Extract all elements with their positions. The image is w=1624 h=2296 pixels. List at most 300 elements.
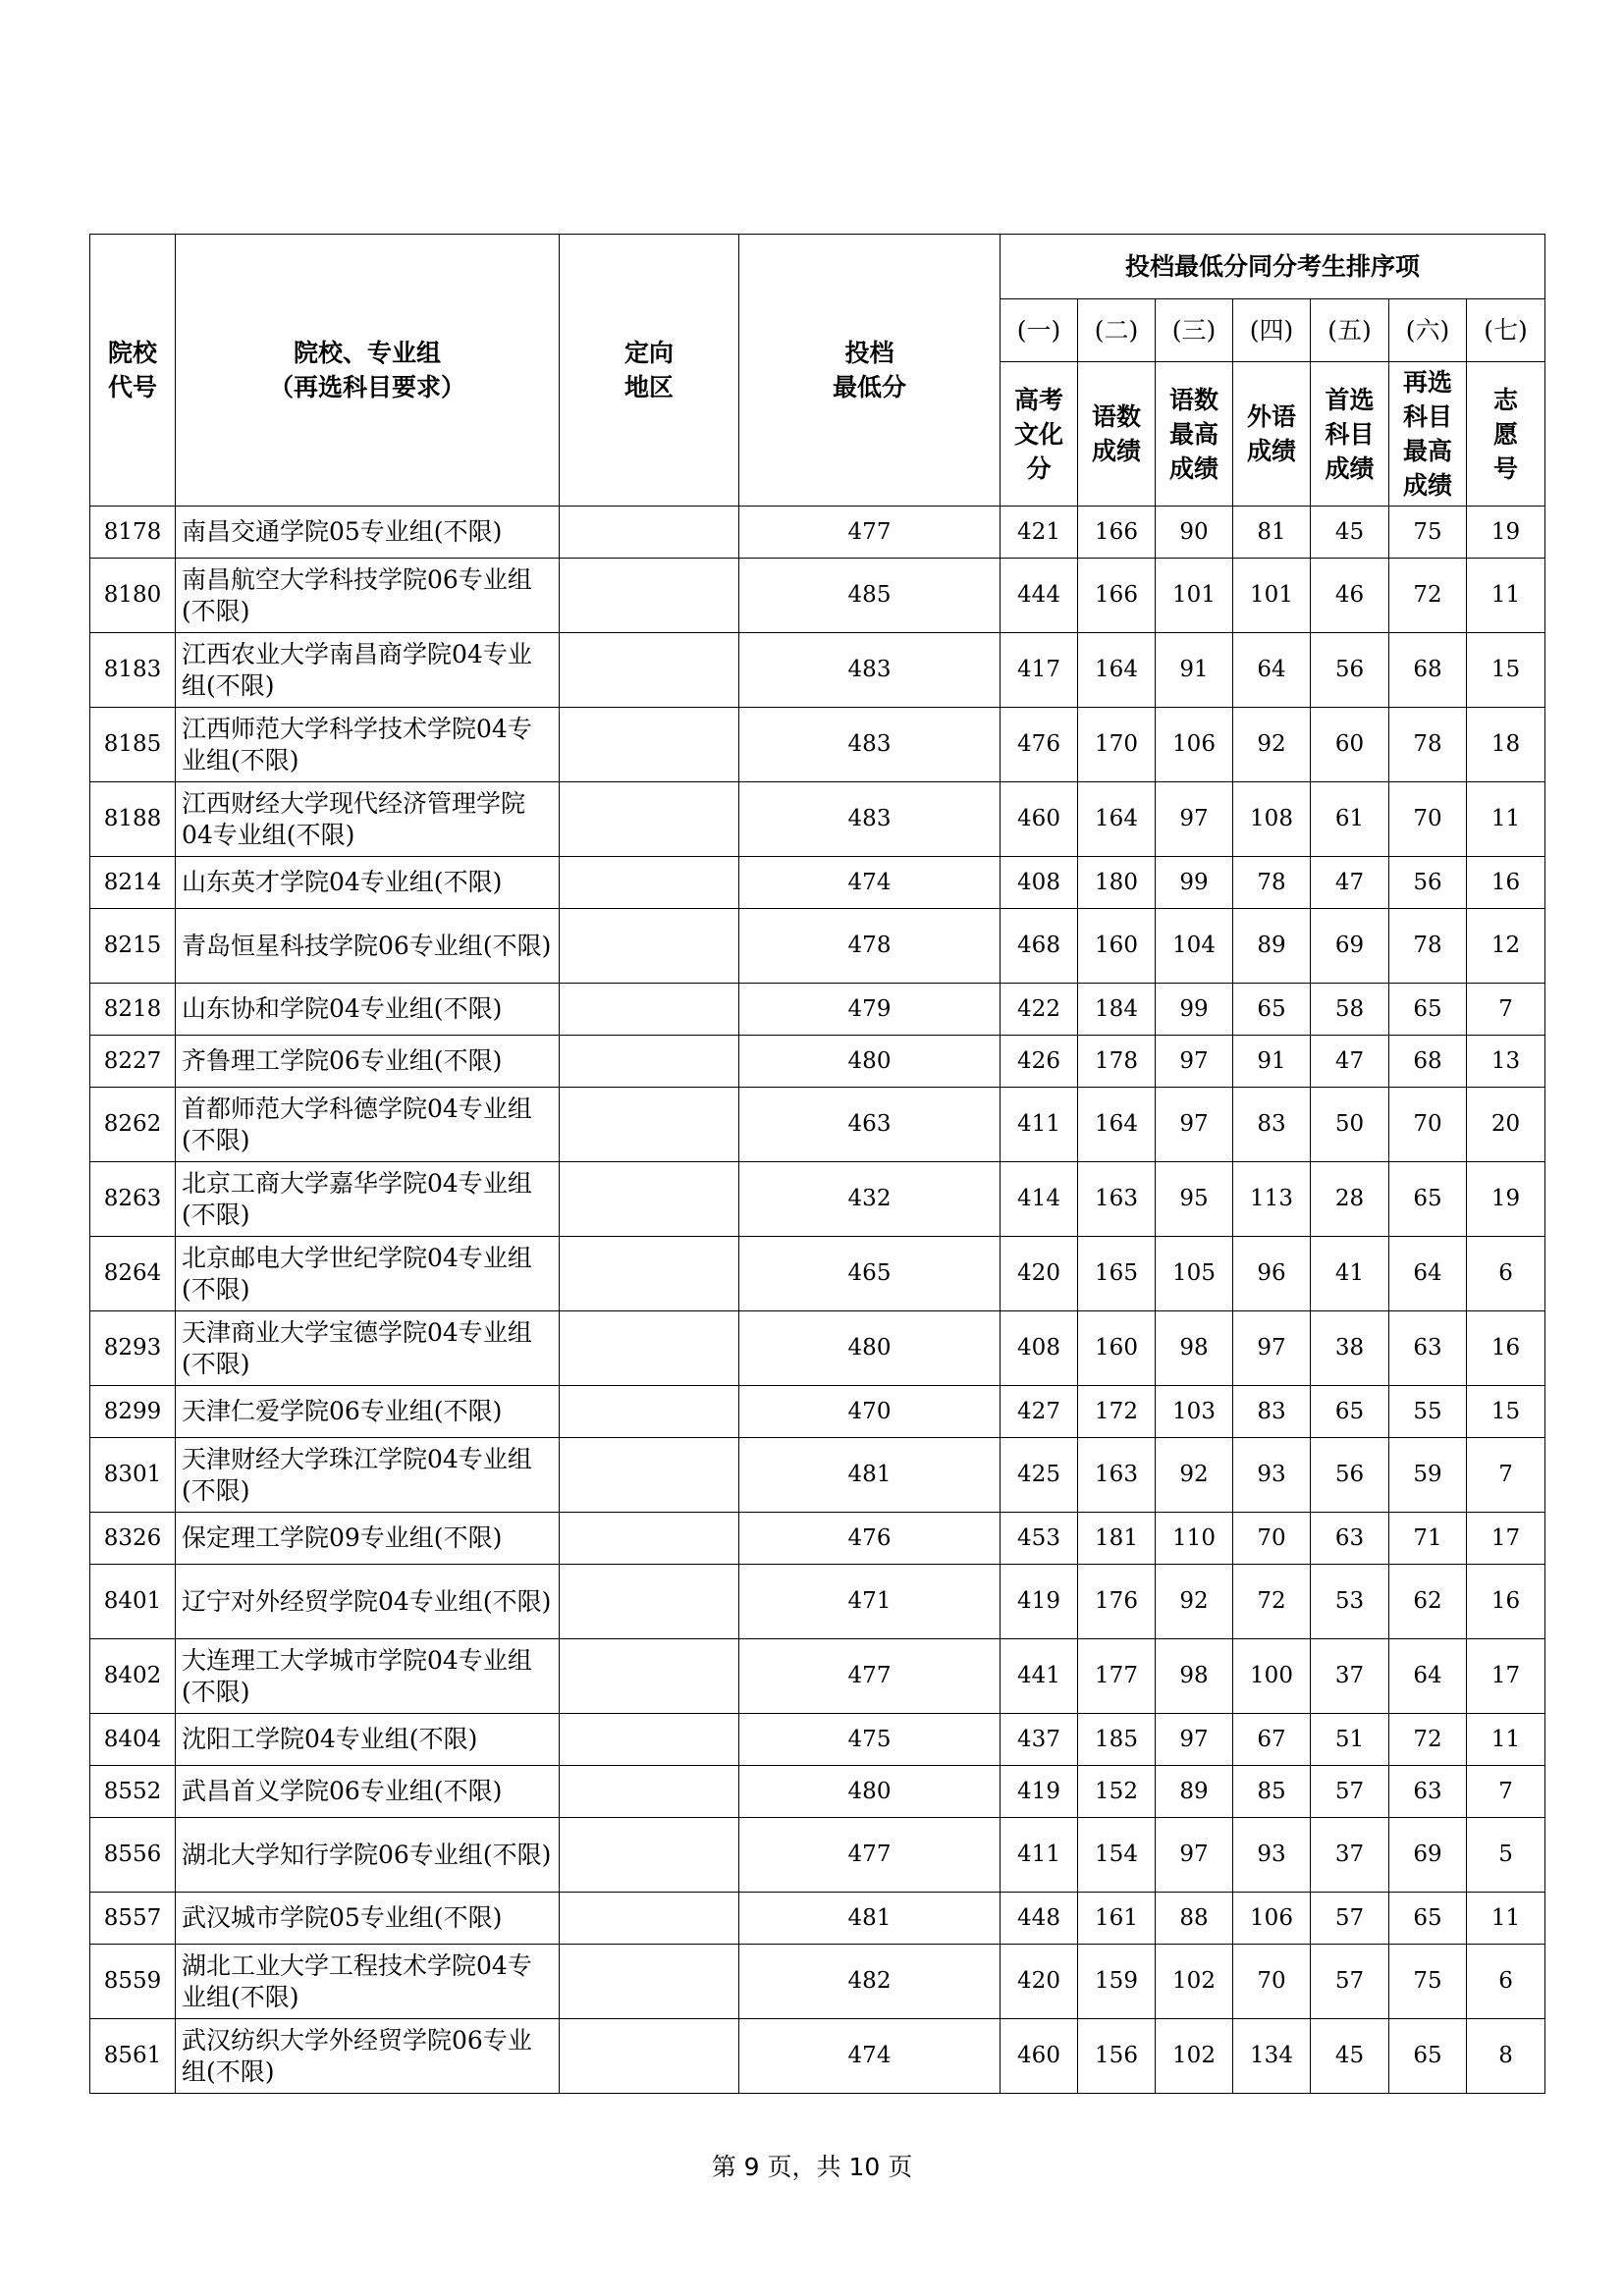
cell-sort-4: 81 — [1233, 507, 1311, 559]
cell-sort-5: 46 — [1311, 559, 1389, 633]
header-sort-index: (一) — [1001, 299, 1078, 362]
table-row — [90, 1639, 1545, 1714]
cell-sort-3: 99 — [1156, 857, 1233, 909]
cell-region — [560, 1513, 739, 1565]
cell-sort-2: 172 — [1078, 1386, 1156, 1438]
header-region — [560, 235, 739, 507]
table-row — [90, 708, 1545, 782]
header-sort-label-text: 语数 最高 成绩 — [1168, 385, 1218, 483]
cell-sort-3: 92 — [1156, 1565, 1233, 1639]
cell-sort-2: 185 — [1078, 1714, 1156, 1766]
table-row — [90, 507, 1545, 559]
cell-sort-6: 64 — [1389, 1639, 1467, 1714]
cell-min-score: 474 — [739, 2019, 1001, 2094]
cell-name: 天津仁爱学院06专业组(不限) — [176, 1386, 560, 1438]
cell-min-score: 480 — [739, 1036, 1001, 1088]
cell-sort-6: 71 — [1389, 1513, 1467, 1565]
cell-sort-2: 180 — [1078, 857, 1156, 909]
cell-min-score: 432 — [739, 1162, 1001, 1237]
cell-sort-6: 72 — [1389, 1714, 1467, 1766]
cell-sort-1: 420 — [1001, 1945, 1078, 2019]
header-code — [90, 235, 176, 507]
cell-code: 8188 — [90, 782, 176, 857]
cell-sort-2: 152 — [1078, 1766, 1156, 1818]
cell-sort-5: 69 — [1311, 909, 1389, 984]
cell-sort-7: 19 — [1467, 1162, 1545, 1237]
cell-region — [560, 909, 739, 984]
cell-sort-1: 425 — [1001, 1438, 1078, 1513]
cell-sort-7: 6 — [1467, 1945, 1545, 2019]
cell-region — [560, 1162, 739, 1237]
cell-name: 山东英才学院04专业组(不限) — [176, 857, 560, 909]
cell-code: 8299 — [90, 1386, 176, 1438]
cell-sort-3: 102 — [1156, 2019, 1233, 2094]
cell-min-score: 477 — [739, 1639, 1001, 1714]
header-sort-label-text: 志 愿 号 — [1493, 385, 1519, 483]
cell-code: 8293 — [90, 1311, 176, 1386]
cell-sort-4: 93 — [1233, 1438, 1311, 1513]
cell-sort-1: 420 — [1001, 1237, 1078, 1311]
cell-name: 辽宁对外经贸学院04专业组(不限) — [176, 1565, 560, 1639]
cell-name: 江西农业大学南昌商学院04专业组(不限) — [176, 633, 560, 708]
cell-min-score: 471 — [739, 1565, 1001, 1639]
table-row — [90, 1945, 1545, 2019]
cell-name: 山东协和学院04专业组(不限) — [176, 984, 560, 1036]
cell-region — [560, 1036, 739, 1088]
table-row — [90, 1565, 1545, 1639]
cell-region — [560, 857, 739, 909]
cell-code: 8183 — [90, 633, 176, 708]
cell-sort-5: 38 — [1311, 1311, 1389, 1386]
cell-sort-6: 75 — [1389, 1945, 1467, 2019]
header-sort-label-text: 外语 成绩 — [1246, 402, 1296, 465]
cell-region — [560, 1311, 739, 1386]
cell-sort-1: 441 — [1001, 1639, 1078, 1714]
cell-sort-3: 106 — [1156, 708, 1233, 782]
header-region-text: 定向 地区 — [623, 339, 674, 401]
cell-name: 武汉纺织大学外经贸学院06专业组(不限) — [176, 2019, 560, 2094]
cell-sort-7: 7 — [1467, 1438, 1545, 1513]
cell-sort-6: 64 — [1389, 1237, 1467, 1311]
cell-name: 首都师范大学科德学院04专业组(不限) — [176, 1088, 560, 1162]
cell-code: 8178 — [90, 507, 176, 559]
cell-sort-4: 92 — [1233, 708, 1311, 782]
cell-region — [560, 1237, 739, 1311]
cell-sort-1: 421 — [1001, 507, 1078, 559]
cell-min-score: 463 — [739, 1088, 1001, 1162]
header-sort-label — [1389, 362, 1467, 507]
cell-sort-6: 59 — [1389, 1438, 1467, 1513]
cell-sort-1: 468 — [1001, 909, 1078, 984]
cell-sort-1: 476 — [1001, 708, 1078, 782]
table-row — [90, 559, 1545, 633]
cell-sort-3: 110 — [1156, 1513, 1233, 1565]
header-sort-label-text: 语数 成绩 — [1091, 402, 1141, 465]
header-sort-index: (七) — [1467, 299, 1545, 362]
cell-min-score: 479 — [739, 984, 1001, 1036]
cell-sort-6: 69 — [1389, 1818, 1467, 1893]
cell-sort-3: 97 — [1156, 1818, 1233, 1893]
cell-code: 8218 — [90, 984, 176, 1036]
table-row — [90, 1237, 1545, 1311]
cell-region — [560, 507, 739, 559]
cell-min-score: 483 — [739, 782, 1001, 857]
cell-sort-4: 83 — [1233, 1386, 1311, 1438]
cell-sort-6: 65 — [1389, 2019, 1467, 2094]
header-sort-index: (五) — [1311, 299, 1389, 362]
cell-sort-5: 58 — [1311, 984, 1389, 1036]
cell-sort-6: 55 — [1389, 1386, 1467, 1438]
cell-sort-3: 99 — [1156, 984, 1233, 1036]
cell-sort-6: 70 — [1389, 782, 1467, 857]
cell-sort-6: 68 — [1389, 633, 1467, 708]
cell-sort-1: 417 — [1001, 633, 1078, 708]
cell-code: 8557 — [90, 1893, 176, 1945]
cell-sort-7: 19 — [1467, 507, 1545, 559]
header-sort-label — [1156, 362, 1233, 507]
cell-name: 沈阳工学院04专业组(不限) — [176, 1714, 560, 1766]
header-min-score-text: 投档 最低分 — [832, 339, 906, 401]
cell-sort-2: 178 — [1078, 1036, 1156, 1088]
cell-sort-2: 154 — [1078, 1818, 1156, 1893]
cell-sort-1: 411 — [1001, 1088, 1078, 1162]
cell-code: 8185 — [90, 708, 176, 782]
cell-sort-4: 83 — [1233, 1088, 1311, 1162]
cell-min-score: 478 — [739, 909, 1001, 984]
cell-sort-6: 63 — [1389, 1766, 1467, 1818]
cell-sort-2: 184 — [1078, 984, 1156, 1036]
header-sort-label — [1233, 362, 1311, 507]
table-header — [90, 235, 1545, 507]
cell-name: 南昌交通学院05专业组(不限) — [176, 507, 560, 559]
cell-sort-5: 41 — [1311, 1237, 1389, 1311]
cell-region — [560, 1893, 739, 1945]
cell-sort-7: 18 — [1467, 708, 1545, 782]
cell-sort-4: 97 — [1233, 1311, 1311, 1386]
cell-sort-2: 177 — [1078, 1639, 1156, 1714]
cell-sort-1: 411 — [1001, 1818, 1078, 1893]
cell-sort-2: 164 — [1078, 782, 1156, 857]
table-row — [90, 633, 1545, 708]
cell-region — [560, 1945, 739, 2019]
cell-name: 南昌航空大学科技学院06专业组(不限) — [176, 559, 560, 633]
cell-code: 8262 — [90, 1088, 176, 1162]
cell-sort-5: 51 — [1311, 1714, 1389, 1766]
header-min-score — [739, 235, 1001, 507]
cell-region — [560, 1386, 739, 1438]
cell-name: 江西师范大学科学技术学院04专业组(不限) — [176, 708, 560, 782]
cell-sort-6: 65 — [1389, 1162, 1467, 1237]
cell-region — [560, 1565, 739, 1639]
cell-name: 江西财经大学现代经济管理学院04专业组(不限) — [176, 782, 560, 857]
cell-code: 8180 — [90, 559, 176, 633]
cell-sort-5: 45 — [1311, 507, 1389, 559]
cell-code: 8552 — [90, 1766, 176, 1818]
cell-sort-4: 100 — [1233, 1639, 1311, 1714]
cell-sort-2: 176 — [1078, 1565, 1156, 1639]
cell-sort-5: 37 — [1311, 1639, 1389, 1714]
table-row — [90, 1893, 1545, 1945]
cell-sort-7: 11 — [1467, 559, 1545, 633]
cell-min-score: 485 — [739, 559, 1001, 633]
cell-code: 8326 — [90, 1513, 176, 1565]
cell-sort-6: 78 — [1389, 909, 1467, 984]
cell-name: 大连理工大学城市学院04专业组(不限) — [176, 1639, 560, 1714]
cell-sort-2: 159 — [1078, 1945, 1156, 2019]
cell-name: 湖北大学知行学院06专业组(不限) — [176, 1818, 560, 1893]
cell-sort-3: 98 — [1156, 1639, 1233, 1714]
cell-region — [560, 1438, 739, 1513]
header-code-text: 院校 代号 — [107, 339, 157, 401]
table-row — [90, 1513, 1545, 1565]
cell-sort-5: 60 — [1311, 708, 1389, 782]
cell-sort-1: 422 — [1001, 984, 1078, 1036]
cell-min-score: 470 — [739, 1386, 1001, 1438]
cell-sort-7: 20 — [1467, 1088, 1545, 1162]
cell-name: 天津商业大学宝德学院04专业组(不限) — [176, 1311, 560, 1386]
header-sort-group: 投档最低分同分考生排序项 — [1001, 235, 1545, 299]
page-footer: 第 9 页，共 10 页 — [711, 2153, 913, 2181]
cell-sort-5: 47 — [1311, 857, 1389, 909]
cell-sort-6: 63 — [1389, 1311, 1467, 1386]
cell-sort-5: 37 — [1311, 1818, 1389, 1893]
header-sort-label-text: 再选 科目 最高 成绩 — [1402, 368, 1452, 500]
cell-sort-6: 72 — [1389, 559, 1467, 633]
cell-sort-3: 105 — [1156, 1237, 1233, 1311]
cell-sort-7: 15 — [1467, 633, 1545, 708]
cell-sort-5: 53 — [1311, 1565, 1389, 1639]
cell-sort-5: 45 — [1311, 2019, 1389, 2094]
table-row — [90, 984, 1545, 1036]
table-row — [90, 1311, 1545, 1386]
cell-sort-7: 11 — [1467, 782, 1545, 857]
cell-sort-7: 11 — [1467, 1893, 1545, 1945]
cell-sort-5: 57 — [1311, 1945, 1389, 2019]
cell-sort-5: 61 — [1311, 782, 1389, 857]
cell-region — [560, 1818, 739, 1893]
cell-min-score: 477 — [739, 507, 1001, 559]
cell-sort-5: 57 — [1311, 1766, 1389, 1818]
table-row — [90, 1386, 1545, 1438]
cell-sort-3: 91 — [1156, 633, 1233, 708]
cell-sort-4: 64 — [1233, 633, 1311, 708]
cell-code: 8301 — [90, 1438, 176, 1513]
cell-sort-3: 90 — [1156, 507, 1233, 559]
cell-code: 8401 — [90, 1565, 176, 1639]
cell-sort-5: 57 — [1311, 1893, 1389, 1945]
header-name-text: 院校、专业组 （再选科目要求） — [268, 339, 465, 401]
cell-sort-1: 460 — [1001, 782, 1078, 857]
cell-sort-3: 97 — [1156, 782, 1233, 857]
cell-sort-2: 163 — [1078, 1162, 1156, 1237]
cell-sort-4: 65 — [1233, 984, 1311, 1036]
cell-sort-7: 17 — [1467, 1513, 1545, 1565]
cell-sort-4: 89 — [1233, 909, 1311, 984]
cell-name: 北京工商大学嘉华学院04专业组(不限) — [176, 1162, 560, 1237]
cell-min-score: 481 — [739, 1893, 1001, 1945]
header-sort-index: (六) — [1389, 299, 1467, 362]
cell-sort-7: 17 — [1467, 1639, 1545, 1714]
cell-sort-3: 98 — [1156, 1311, 1233, 1386]
cell-sort-6: 65 — [1389, 1893, 1467, 1945]
cell-sort-6: 68 — [1389, 1036, 1467, 1088]
header-name — [176, 235, 560, 507]
cell-min-score: 482 — [739, 1945, 1001, 2019]
table-row — [90, 909, 1545, 984]
cell-sort-5: 28 — [1311, 1162, 1389, 1237]
cell-code: 8227 — [90, 1036, 176, 1088]
cell-min-score: 483 — [739, 708, 1001, 782]
cell-sort-1: 419 — [1001, 1766, 1078, 1818]
header-sort-index: (三) — [1156, 299, 1233, 362]
cell-name: 武昌首义学院06专业组(不限) — [176, 1766, 560, 1818]
cell-name: 保定理工学院09专业组(不限) — [176, 1513, 560, 1565]
cell-sort-7: 12 — [1467, 909, 1545, 984]
cell-sort-2: 166 — [1078, 559, 1156, 633]
cell-code: 8263 — [90, 1162, 176, 1237]
cell-code: 8264 — [90, 1237, 176, 1311]
cell-sort-1: 419 — [1001, 1565, 1078, 1639]
cell-sort-3: 97 — [1156, 1088, 1233, 1162]
cell-min-score: 465 — [739, 1237, 1001, 1311]
cell-sort-4: 101 — [1233, 559, 1311, 633]
cell-sort-6: 56 — [1389, 857, 1467, 909]
cell-name: 天津财经大学珠江学院04专业组(不限) — [176, 1438, 560, 1513]
cell-code: 8556 — [90, 1818, 176, 1893]
cell-sort-3: 103 — [1156, 1386, 1233, 1438]
cell-region — [560, 708, 739, 782]
cell-sort-7: 5 — [1467, 1818, 1545, 1893]
cell-min-score: 477 — [739, 1818, 1001, 1893]
cell-sort-4: 108 — [1233, 782, 1311, 857]
cell-code: 8559 — [90, 1945, 176, 2019]
cell-min-score: 480 — [739, 1311, 1001, 1386]
cell-sort-5: 63 — [1311, 1513, 1389, 1565]
cell-sort-3: 104 — [1156, 909, 1233, 984]
cell-sort-2: 161 — [1078, 1893, 1156, 1945]
cell-region — [560, 633, 739, 708]
cell-sort-1: 460 — [1001, 2019, 1078, 2094]
header-sort-label — [1467, 362, 1545, 507]
cell-region — [560, 782, 739, 857]
cell-code: 8215 — [90, 909, 176, 984]
cell-region — [560, 1766, 739, 1818]
cell-sort-4: 106 — [1233, 1893, 1311, 1945]
cell-code: 8561 — [90, 2019, 176, 2094]
cell-sort-4: 134 — [1233, 2019, 1311, 2094]
cell-sort-5: 56 — [1311, 1438, 1389, 1513]
cell-code: 8404 — [90, 1714, 176, 1766]
cell-sort-1: 414 — [1001, 1162, 1078, 1237]
cell-sort-4: 70 — [1233, 1945, 1311, 2019]
cell-min-score: 476 — [739, 1513, 1001, 1565]
cell-sort-3: 89 — [1156, 1766, 1233, 1818]
cell-sort-2: 165 — [1078, 1237, 1156, 1311]
cell-sort-7: 16 — [1467, 1311, 1545, 1386]
table-row — [90, 2019, 1545, 2094]
cell-min-score: 481 — [739, 1438, 1001, 1513]
cell-min-score: 474 — [739, 857, 1001, 909]
cell-sort-2: 156 — [1078, 2019, 1156, 2094]
cell-sort-4: 113 — [1233, 1162, 1311, 1237]
cell-sort-7: 7 — [1467, 1766, 1545, 1818]
cell-sort-5: 47 — [1311, 1036, 1389, 1088]
cell-sort-3: 101 — [1156, 559, 1233, 633]
header-sort-label-text: 首选 科目 成绩 — [1325, 385, 1375, 483]
table-row — [90, 782, 1545, 857]
cell-sort-6: 78 — [1389, 708, 1467, 782]
cell-sort-4: 67 — [1233, 1714, 1311, 1766]
cell-sort-6: 65 — [1389, 984, 1467, 1036]
cell-sort-3: 97 — [1156, 1036, 1233, 1088]
cell-min-score: 475 — [739, 1714, 1001, 1766]
header-sort-label-text: 高考 文化 分 — [1013, 385, 1063, 483]
cell-sort-4: 78 — [1233, 857, 1311, 909]
cell-sort-2: 166 — [1078, 507, 1156, 559]
cell-sort-7: 8 — [1467, 2019, 1545, 2094]
cell-sort-3: 88 — [1156, 1893, 1233, 1945]
cell-name: 北京邮电大学世纪学院04专业组(不限) — [176, 1237, 560, 1311]
header-sort-label — [1078, 362, 1156, 507]
cell-sort-3: 102 — [1156, 1945, 1233, 2019]
cell-sort-4: 85 — [1233, 1766, 1311, 1818]
cell-sort-4: 70 — [1233, 1513, 1311, 1565]
cell-region — [560, 1639, 739, 1714]
cell-sort-7: 13 — [1467, 1036, 1545, 1088]
cell-sort-5: 56 — [1311, 633, 1389, 708]
header-sort-index: (四) — [1233, 299, 1311, 362]
cell-sort-6: 75 — [1389, 507, 1467, 559]
cell-region — [560, 559, 739, 633]
cell-sort-6: 70 — [1389, 1088, 1467, 1162]
cell-min-score: 483 — [739, 633, 1001, 708]
cell-name: 湖北工业大学工程技术学院04专业组(不限) — [176, 1945, 560, 2019]
cell-region — [560, 1088, 739, 1162]
cell-sort-1: 437 — [1001, 1714, 1078, 1766]
cell-sort-2: 160 — [1078, 1311, 1156, 1386]
cell-sort-2: 181 — [1078, 1513, 1156, 1565]
cell-sort-7: 16 — [1467, 1565, 1545, 1639]
cell-sort-2: 170 — [1078, 708, 1156, 782]
cell-sort-2: 160 — [1078, 909, 1156, 984]
cell-sort-1: 444 — [1001, 559, 1078, 633]
cell-sort-1: 408 — [1001, 1311, 1078, 1386]
cell-code: 8402 — [90, 1639, 176, 1714]
table-row — [90, 1714, 1545, 1766]
cell-sort-4: 93 — [1233, 1818, 1311, 1893]
cell-sort-3: 95 — [1156, 1162, 1233, 1237]
table-row — [90, 857, 1545, 909]
cell-name: 齐鲁理工学院06专业组(不限) — [176, 1036, 560, 1088]
cell-sort-7: 16 — [1467, 857, 1545, 909]
cell-sort-1: 427 — [1001, 1386, 1078, 1438]
header-sort-index: (二) — [1078, 299, 1156, 362]
cell-region — [560, 984, 739, 1036]
table-row — [90, 1438, 1545, 1513]
table-row — [90, 1162, 1545, 1237]
cell-sort-2: 164 — [1078, 1088, 1156, 1162]
cell-sort-3: 92 — [1156, 1438, 1233, 1513]
cell-sort-6: 62 — [1389, 1565, 1467, 1639]
cell-sort-4: 96 — [1233, 1237, 1311, 1311]
header-sort-label — [1311, 362, 1389, 507]
cell-sort-2: 163 — [1078, 1438, 1156, 1513]
cell-sort-7: 15 — [1467, 1386, 1545, 1438]
cell-sort-7: 7 — [1467, 984, 1545, 1036]
cell-sort-1: 453 — [1001, 1513, 1078, 1565]
table-row — [90, 1766, 1545, 1818]
cell-sort-2: 164 — [1078, 633, 1156, 708]
